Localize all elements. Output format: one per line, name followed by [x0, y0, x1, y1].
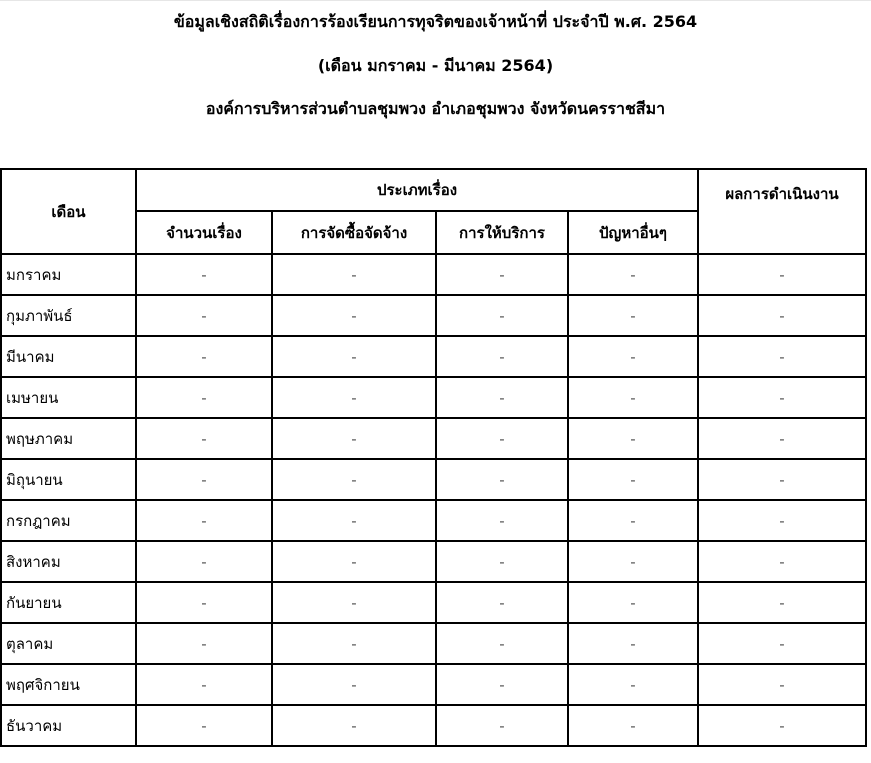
- service-cell: -: [436, 295, 568, 336]
- month-cell: ตุลาคม: [1, 623, 136, 664]
- month-cell: กรกฎาคม: [1, 500, 136, 541]
- result-column-header: ผลการดำเนินงาน: [698, 169, 866, 254]
- table-header-row: [1, 169, 866, 211]
- service-column-header: การให้บริการ: [436, 211, 568, 254]
- table-row: [1, 377, 866, 418]
- category-group-header: ประเภทเรื่อง: [136, 169, 698, 211]
- result-cell: -: [698, 705, 866, 746]
- result-cell: -: [698, 623, 866, 664]
- procurement-cell: -: [272, 254, 436, 295]
- result-cell: -: [698, 336, 866, 377]
- count-cell: -: [136, 664, 272, 705]
- result-cell: -: [698, 295, 866, 336]
- other-issues-cell: -: [568, 295, 698, 336]
- table-body: [1, 254, 866, 746]
- service-cell: -: [436, 254, 568, 295]
- service-cell: -: [436, 377, 568, 418]
- service-cell: -: [436, 623, 568, 664]
- other-issues-cell: -: [568, 623, 698, 664]
- count-column-header: จำนวนเรื่อง: [136, 211, 272, 254]
- table-row: [1, 254, 866, 295]
- result-cell: -: [698, 459, 866, 500]
- result-cell: -: [698, 254, 866, 295]
- table-row: [1, 459, 866, 500]
- count-cell: -: [136, 582, 272, 623]
- table-row: [1, 623, 866, 664]
- result-cell: -: [698, 541, 866, 582]
- procurement-cell: -: [272, 705, 436, 746]
- service-cell: -: [436, 705, 568, 746]
- table-row: [1, 705, 866, 746]
- other-issues-cell: -: [568, 541, 698, 582]
- procurement-cell: -: [272, 418, 436, 459]
- month-cell: ธันวาคม: [1, 705, 136, 746]
- procurement-cell: -: [272, 459, 436, 500]
- result-cell: -: [698, 582, 866, 623]
- procurement-cell: -: [272, 500, 436, 541]
- service-cell: -: [436, 541, 568, 582]
- count-cell: -: [136, 541, 272, 582]
- service-cell: -: [436, 459, 568, 500]
- month-cell: สิงหาคม: [1, 541, 136, 582]
- complaint-statistics-table: [0, 168, 867, 747]
- procurement-cell: -: [272, 664, 436, 705]
- table-row: [1, 500, 866, 541]
- other-issues-cell: -: [568, 377, 698, 418]
- count-cell: -: [136, 500, 272, 541]
- month-cell: มิถุนายน: [1, 459, 136, 500]
- other-issues-column-header: ปัญหาอื่นๆ: [568, 211, 698, 254]
- procurement-cell: -: [272, 582, 436, 623]
- procurement-cell: -: [272, 336, 436, 377]
- other-issues-cell: -: [568, 500, 698, 541]
- report-title: ข้อมูลเชิงสถิติเรื่องการร้องเรียนการทุจริตของเจ้าหน้าที่ ประจำปี พ.ศ. 2564: [173, 12, 698, 31]
- count-cell: -: [136, 295, 272, 336]
- month-cell: เมษายน: [1, 377, 136, 418]
- procurement-cell: -: [272, 623, 436, 664]
- service-cell: -: [436, 418, 568, 459]
- table-row: [1, 295, 866, 336]
- count-cell: -: [136, 336, 272, 377]
- other-issues-cell: -: [568, 336, 698, 377]
- procurement-cell: -: [272, 295, 436, 336]
- report-organization: องค์การบริหารส่วนตำบลชุมพวง อำเภอชุมพวง จังหวัดนครราชสีมา: [205, 99, 666, 118]
- other-issues-cell: -: [568, 459, 698, 500]
- result-cell: -: [698, 664, 866, 705]
- count-cell: -: [136, 254, 272, 295]
- service-cell: -: [436, 336, 568, 377]
- other-issues-cell: -: [568, 664, 698, 705]
- month-cell: พฤษภาคม: [1, 418, 136, 459]
- month-column-header: เดือน: [1, 169, 136, 254]
- table-row: [1, 664, 866, 705]
- other-issues-cell: -: [568, 582, 698, 623]
- result-cell: -: [698, 418, 866, 459]
- result-cell: -: [698, 500, 866, 541]
- count-cell: -: [136, 623, 272, 664]
- procurement-column-header: การจัดซื้อจัดจ้าง: [272, 211, 436, 254]
- other-issues-cell: -: [568, 705, 698, 746]
- service-cell: -: [436, 500, 568, 541]
- month-cell: พฤศจิกายน: [1, 664, 136, 705]
- count-cell: -: [136, 377, 272, 418]
- table-row: [1, 336, 866, 377]
- table-row: [1, 582, 866, 623]
- report-period: (เดือน มกราคม - มีนาคม 2564): [317, 56, 554, 75]
- result-cell: -: [698, 377, 866, 418]
- table-row: [1, 541, 866, 582]
- other-issues-cell: -: [568, 254, 698, 295]
- count-cell: -: [136, 418, 272, 459]
- month-cell: กันยายน: [1, 582, 136, 623]
- count-cell: -: [136, 459, 272, 500]
- procurement-cell: -: [272, 377, 436, 418]
- procurement-cell: -: [272, 541, 436, 582]
- count-cell: -: [136, 705, 272, 746]
- month-cell: มีนาคม: [1, 336, 136, 377]
- top-divider: [0, 0, 871, 1]
- month-cell: กุมภาพันธ์: [1, 295, 136, 336]
- service-cell: -: [436, 582, 568, 623]
- service-cell: -: [436, 664, 568, 705]
- table-row: [1, 418, 866, 459]
- month-cell: มกราคม: [1, 254, 136, 295]
- other-issues-cell: -: [568, 418, 698, 459]
